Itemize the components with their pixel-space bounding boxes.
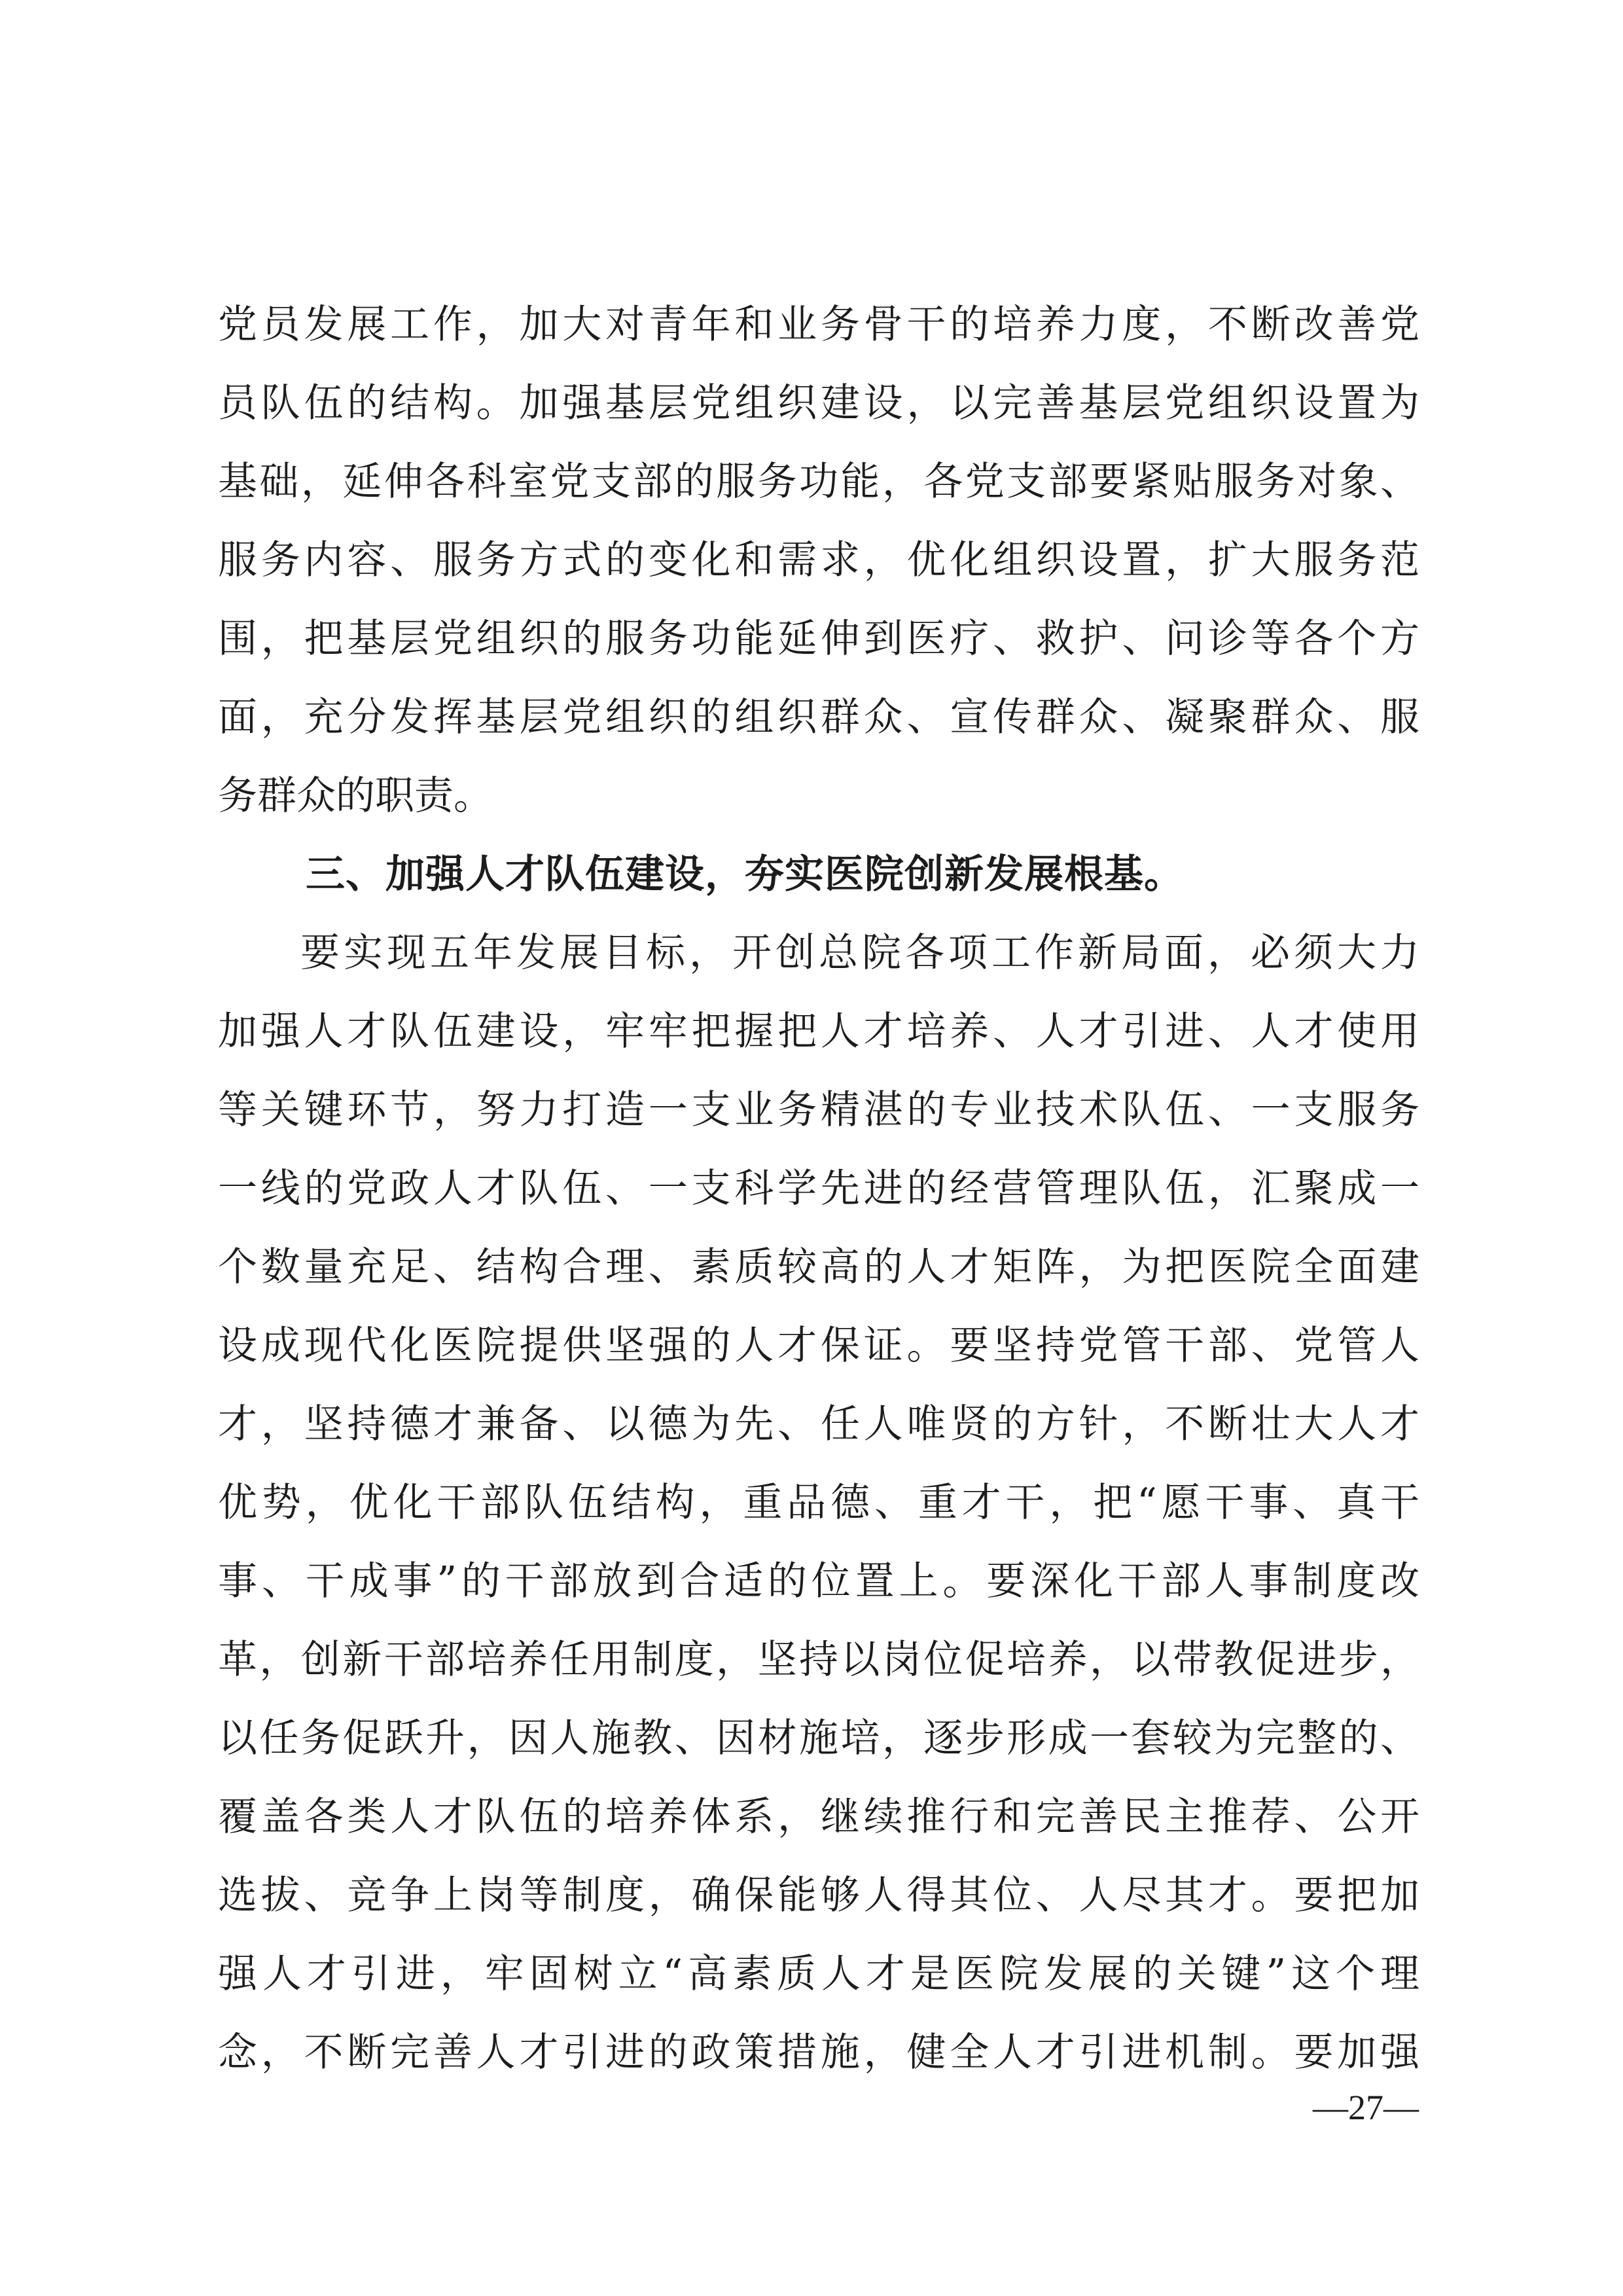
- text-line: 以任务促跃升，因人施教、因材施培，逐步形成一套较为完整的、: [218, 1715, 1419, 1761]
- text-line: 面，充分发挥基层党组织的组织群众、宣传群众、凝聚群众、服: [218, 694, 1419, 740]
- text-line: 事、干成事”的干部放到合适的位置上。要深化干部人事制度改: [218, 1558, 1419, 1604]
- text-line: 员队伍的结构。加强基层党组织建设，以完善基层党组织设置为: [218, 380, 1419, 426]
- text-line: 革，创新干部培养任用制度，坚持以岗位促培养，以带教促进步，: [218, 1637, 1419, 1683]
- text-line: 才，坚持德才兼备、以德为先、任人唯贤的方针，不断壮大人才: [218, 1401, 1419, 1447]
- text-line: 党员发展工作，加大对青年和业务骨干的培养力度，不断改善党: [218, 302, 1419, 348]
- text-line: 务群众的职责。: [218, 773, 493, 819]
- text-line: 个数量充足、结构合理、素质较高的人才矩阵，为把医院全面建: [218, 1244, 1419, 1290]
- text-line: 加强人才队伍建设，牢牢把握把人才培养、人才引进、人才使用: [218, 1009, 1419, 1054]
- text-line: 基础，延伸各科室党支部的服务功能，各党支部要紧贴服务对象、: [218, 459, 1419, 505]
- body-text: [218, 285, 1419, 2092]
- text-line: 念，不断完善人才引进的政策措施，健全人才引进机制。要加强: [218, 2030, 1419, 2075]
- text-line: 一线的党政人才队伍、一支科学先进的经营管理队伍，汇聚成一: [218, 1166, 1419, 1211]
- text-line: 覆盖各类人才队伍的培养体系，继续推行和完善民主推荐、公开: [218, 1794, 1419, 1840]
- text-line: 优势，优化干部队伍结构，重品德、重才干，把“愿干事、真干: [218, 1480, 1419, 1526]
- text-line: 设成现代化医院提供坚强的人才保证。要坚持党管干部、党管人: [218, 1323, 1419, 1369]
- page-number: —27—: [1313, 2088, 1419, 2127]
- text-line: 要实现五年发展目标，开创总院各项工作新局面，必须大力: [300, 930, 1419, 976]
- text-line: 选拔、竞争上岗等制度，确保能够人得其位、人尽其才。要把加: [218, 1873, 1419, 1918]
- text-line: 围，把基层党组织的服务功能延伸到医疗、救护、问诊等各个方: [218, 616, 1419, 662]
- text-line: 强人才引进，牢固树立“高素质人才是医院发展的关键”这个理: [218, 1951, 1419, 1997]
- text-line: 服务内容、服务方式的变化和需求，优化组织设置，扩大服务范: [218, 537, 1419, 583]
- text-line: 等关键环节，努力打造一支业务精湛的专业技术队伍、一支服务: [218, 1087, 1419, 1133]
- section-heading: 三、加强人才队伍建设，夯实医院创新发展根基。: [306, 852, 1184, 897]
